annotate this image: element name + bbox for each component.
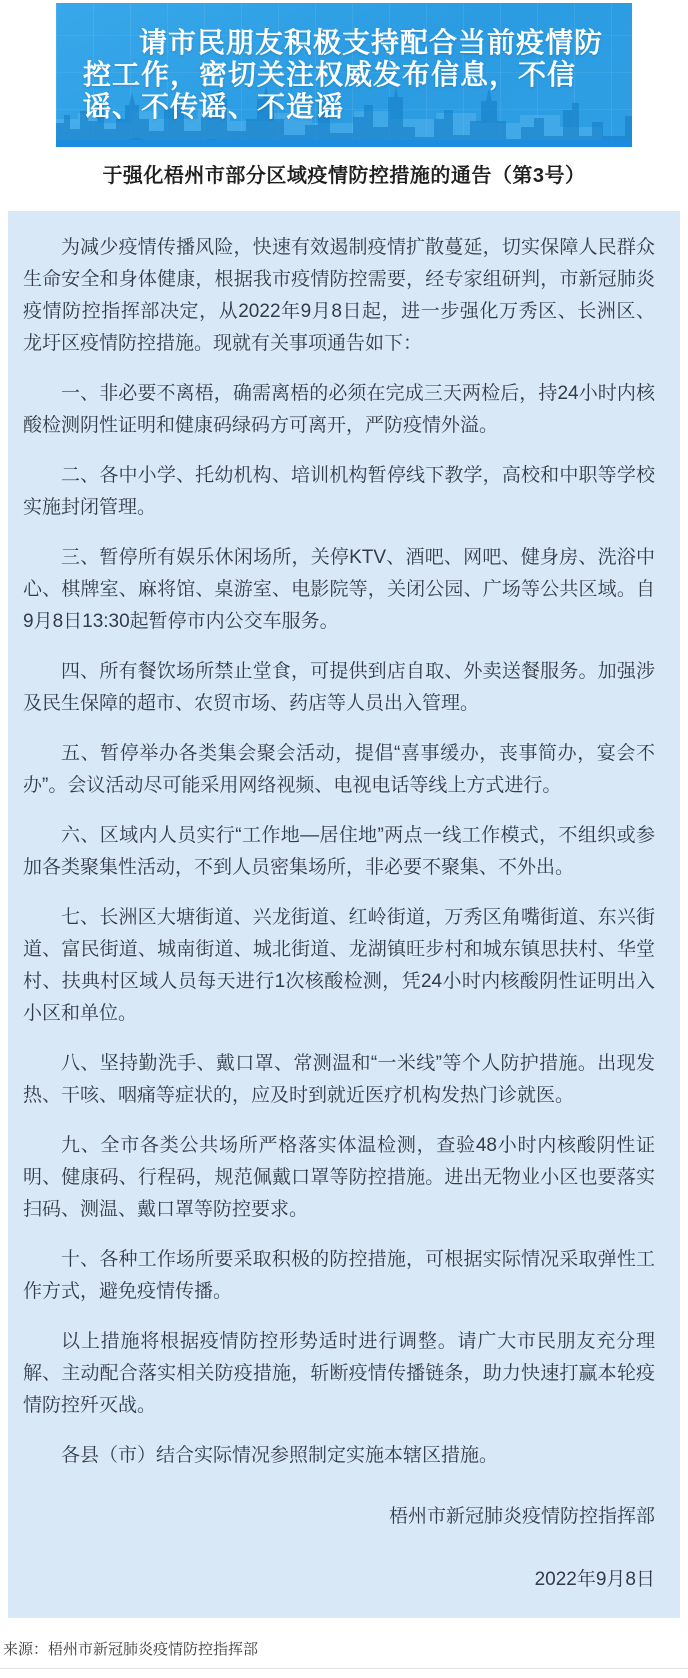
notice-paragraph: 十、各种工作场所要采取积极的防控措施，可根据实际情况采取弹性工作方式，避免疫情传播。: [23, 1249, 655, 1302]
date: 2022年9月8日: [534, 1569, 655, 1590]
notice-paragraph: 七、长洲区大塘街道、兴龙街道、红岭街道，万秀区角嘴街道、东兴街道、富民街道、城南街道、城北街道、龙湖镇旺步村和城东镇思扶村、华堂村、扶典村区域人员每天进行1次核酸检测，凭24小时内核酸阴性证明出入小区和单位。: [23, 907, 655, 1024]
notice-panel: [8, 211, 680, 1618]
source-line: 来源：梧州市新冠肺炎疫情防控指挥部: [3, 1641, 259, 1658]
bottom-divider: [0, 1668, 688, 1669]
notice-paragraph: 一、非必要不离梧，确需离梧的必须在完成三天两检后，持24小时内核酸检测阴性证明和健康码绿码方可离开，严防疫情外溢。: [23, 383, 655, 436]
notice-paragraph: 四、所有餐饮场所禁止堂食，可提供到店自取、外卖送餐服务。加强涉及民生保障的超市、农贸市场、药店等人员出入管理。: [23, 661, 655, 714]
banner: [56, 3, 632, 147]
notice-paragraph: 九、全市各类公共场所严格落实体温检测，查验48小时内核酸阴性证明、健康码、行程码，规范佩戴口罩等防控措施。进出无物业小区也要落实扫码、测温、戴口罩等防控要求。: [23, 1135, 655, 1220]
notice-paragraph: 六、区域内人员实行“工作地—居住地”两点一线工作模式，不组织或参加各类聚集性活动，不到人员密集场所，非必要不聚集、不外出。: [23, 825, 655, 878]
notice-paragraph: 为减少疫情传播风险，快速有效遏制疫情扩散蔓延，切实保障人民群众生命安全和身体健康，根据我市疫情防控需要，经专家组研判，市新冠肺炎疫情防控指挥部决定，从2022年9月8日起，进一步强化万秀区、长洲区、龙圩区疫情防控措施。现就有关事项通告如下：: [23, 237, 655, 354]
signature: 梧州市新冠肺炎疫情防控指挥部: [388, 1506, 655, 1527]
notice-paragraph: 五、暂停举办各类集会聚会活动，提倡“喜事缓办，丧事简办，宴会不办”。会议活动尽可能采用网络视频、电视电话等线上方式进行。: [23, 743, 655, 796]
page-title: 于强化梧州市部分区域疫情防控措施的通告（第3号）: [102, 165, 586, 187]
notice-paragraph: 二、各中小学、托幼机构、培训机构暂停线下教学，高校和中职等学校实施封闭管理。: [23, 465, 655, 518]
notice-paragraph: 以上措施将根据疫情防控形势适时进行调整。请广大市民朋友充分理解、主动配合落实相关防疫措施，斩断疫情传播链条，助力快速打赢本轮疫情防控歼灭战。: [23, 1331, 655, 1416]
notice-paragraph: 八、坚持勤洗手、戴口罩、常测温和“一米线”等个人防护措施。出现发热、干咳、咽痛等症状的，应及时到就近医疗机构发热门诊就医。: [23, 1053, 655, 1106]
notice-paragraph: 各县（市）结合实际情况参照制定实施本辖区措施。: [61, 1445, 499, 1466]
banner-slogan: 请市民朋友积极支持配合当前疫情防控工作，密切关注权威发布信息，不信谣、不传谣、不造谣: [83, 27, 604, 122]
notice-paragraph: 三、暂停所有娱乐休闲场所，关停KTV、酒吧、网吧、健身房、洗浴中心、棋牌室、麻将馆、桌游室、电影院等，关闭公园、广场等公共区域。自9月8日13:30起暂停市内公交车服务。: [23, 547, 655, 632]
